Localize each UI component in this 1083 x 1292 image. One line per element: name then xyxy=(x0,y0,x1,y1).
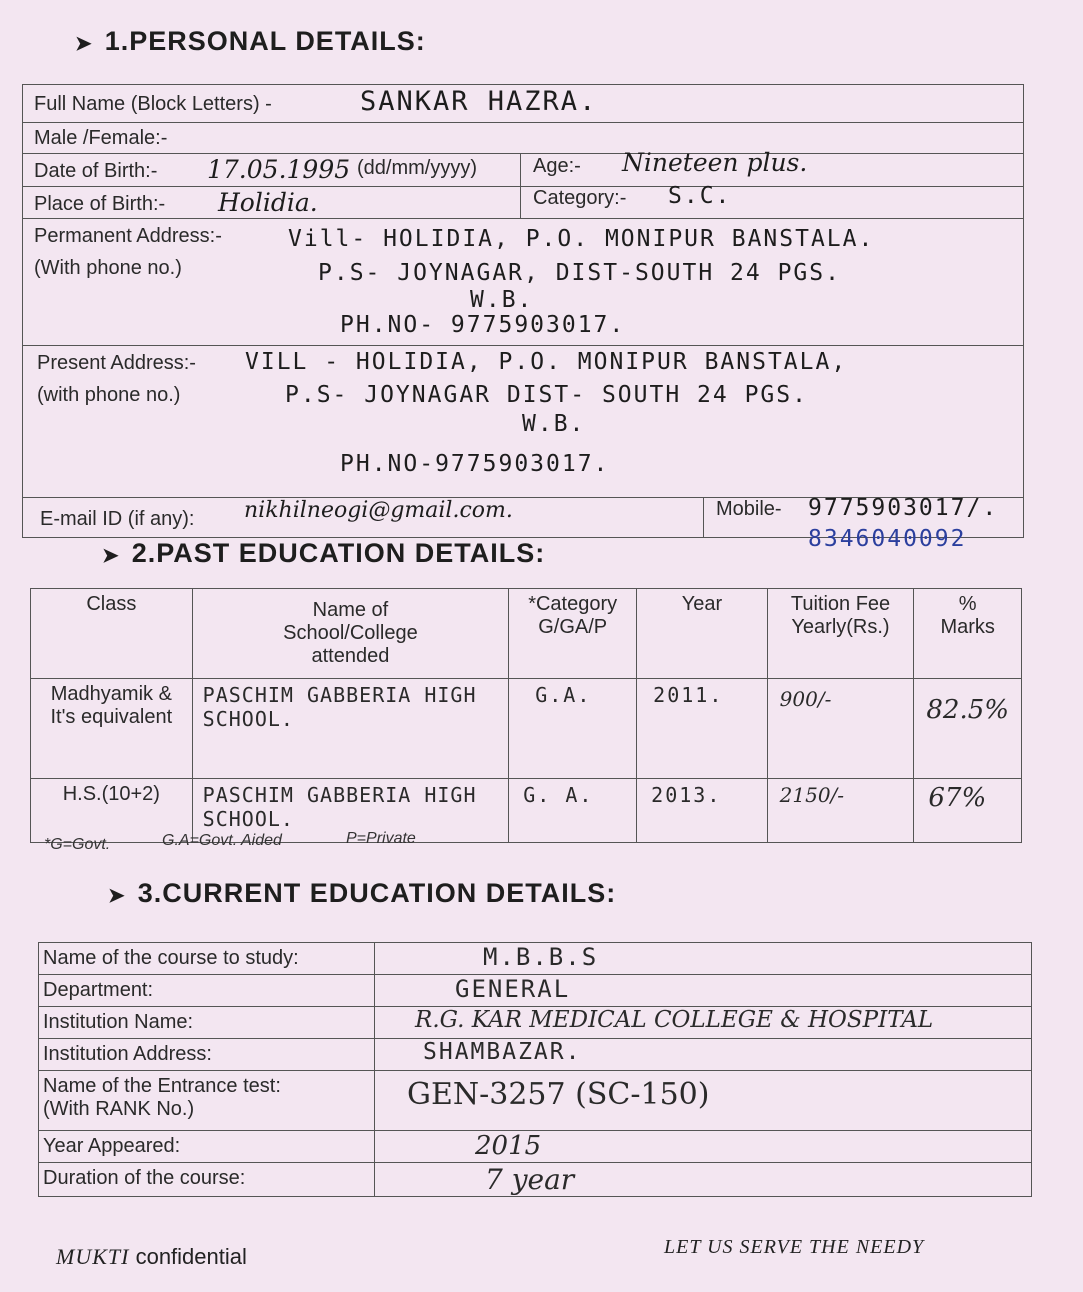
permanent-address-line: P.S- JOYNAGAR, DIST-SOUTH 24 PGS. xyxy=(318,260,841,286)
email-label: E-mail ID (if any): xyxy=(40,508,195,530)
section-personal-title: ➤ 1.PERSONAL DETAILS: xyxy=(75,26,426,56)
header-year: Year xyxy=(637,589,768,679)
institution-address-label: Institution Address: xyxy=(39,1039,375,1071)
cell-class: Madhyamik & It's equivalent xyxy=(31,679,193,779)
cell-year: 2011. xyxy=(637,679,768,779)
arrow-bullet-icon: ➤ xyxy=(75,33,93,55)
age-value: Nineteen plus. xyxy=(622,148,808,177)
entrance-test-label-line: Name of the Entrance test: xyxy=(43,1075,281,1097)
divider xyxy=(22,122,1024,123)
divider xyxy=(22,153,1024,154)
present-phone: PH.NO-9775903017. xyxy=(340,451,610,477)
past-education-table xyxy=(30,588,1022,843)
department-value: GENERAL xyxy=(375,975,1032,1007)
entrance-test-label xyxy=(39,1071,375,1131)
gender-label: Male /Female:- xyxy=(34,127,168,149)
cell-school: PASCHIM GABBERIA HIGH SCHOOL. xyxy=(192,679,509,779)
footer-brand: MUKTI xyxy=(56,1244,130,1269)
permanent-address-line: Vill- HOLIDIA, P.O. MONIPUR BANSTALA. xyxy=(288,226,875,252)
mobile-label: Mobile- xyxy=(716,498,782,520)
duration-value: 7 year xyxy=(375,1163,1032,1197)
present-address-line: W.B. xyxy=(522,411,586,437)
place-of-birth-value: Holidia. xyxy=(218,188,318,217)
divider xyxy=(703,497,704,538)
footer-confidential xyxy=(56,1244,247,1270)
present-address-line: P.S- JOYNAGAR DIST- SOUTH 24 PGS. xyxy=(285,382,808,408)
dob-label: Date of Birth:- xyxy=(34,160,158,182)
permanent-address-label: Permanent Address:- xyxy=(34,225,222,247)
section-past-education-title: ➤ 2.PAST EDUCATION DETAILS: xyxy=(102,538,546,568)
table-row xyxy=(39,1071,1032,1131)
table-row xyxy=(39,1131,1032,1163)
table-row xyxy=(39,1039,1032,1071)
entrance-test-value: GEN-3257 (SC-150) xyxy=(375,1071,1032,1131)
cell-year: 2013. xyxy=(637,779,768,843)
mobile-value: 9775903017/. xyxy=(808,495,999,521)
mobile-alternate: 8346040092 xyxy=(808,526,967,552)
email-value: nikhilneogi@gmail.com. xyxy=(244,498,513,523)
section-current-education-title: ➤ 3.CURRENT EDUCATION DETAILS: xyxy=(108,878,617,908)
header-marks: % Marks xyxy=(914,589,1022,679)
full-name-label: Full Name (Block Letters) - xyxy=(34,93,272,115)
legend-private: P=Private xyxy=(346,830,416,847)
cell-category: G. A. xyxy=(509,779,637,843)
footer-motto: LET US SERVE THE NEEDY xyxy=(664,1236,925,1258)
institution-name-value: R.G. KAR MEDICAL COLLEGE & HOSPITAL xyxy=(375,1007,1032,1039)
entrance-test-label-line: (With RANK No.) xyxy=(43,1098,195,1120)
category-label: Category:- xyxy=(533,187,627,209)
divider xyxy=(520,153,521,218)
permanent-phone: PH.NO- 9775903017. xyxy=(340,312,626,338)
year-appeared-label: Year Appeared: xyxy=(39,1131,375,1163)
present-address-line: VILL - HOLIDIA, P.O. MONIPUR BANSTALA, xyxy=(245,349,848,375)
arrow-bullet-icon: ➤ xyxy=(108,885,126,907)
year-appeared-value: 2015 xyxy=(375,1131,1032,1163)
cell-school: PASCHIM GABBERIA HIGH SCHOOL. xyxy=(192,779,509,843)
permanent-address-sublabel: (With phone no.) xyxy=(34,257,182,279)
category-value: S.C. xyxy=(668,183,732,209)
cell-category: G.A. xyxy=(509,679,637,779)
table-row xyxy=(39,1163,1032,1197)
footer-confidential-text: confidential xyxy=(135,1244,247,1269)
divider xyxy=(22,345,1024,346)
present-address-sublabel: (with phone no.) xyxy=(37,384,181,406)
permanent-address-line: W.B. xyxy=(470,287,534,313)
institution-address-value: SHAMBAZAR. xyxy=(375,1039,1032,1071)
department-label: Department: xyxy=(39,975,375,1007)
header-fee: Tuition Fee Yearly(Rs.) xyxy=(767,589,914,679)
cell-fee: 2150/- xyxy=(767,779,914,843)
cell-fee: 900/- xyxy=(767,679,914,779)
duration-label: Duration of the course: xyxy=(39,1163,375,1197)
current-education-table xyxy=(38,942,1032,1197)
cell-marks: 82.5% xyxy=(914,679,1022,779)
place-of-birth-label: Place of Birth:- xyxy=(34,193,166,215)
divider xyxy=(22,186,1024,187)
present-address-label: Present Address:- xyxy=(37,352,196,374)
course-label: Name of the course to study: xyxy=(39,943,375,975)
arrow-bullet-icon: ➤ xyxy=(102,545,120,567)
course-value: M.B.B.S xyxy=(375,943,1032,975)
dob-format: (dd/mm/yyyy) xyxy=(357,157,477,179)
header-category: *Category G/GA/P xyxy=(509,589,637,679)
dob-value: 17.05.1995 xyxy=(207,155,351,184)
table-row xyxy=(39,975,1032,1007)
divider xyxy=(22,218,1024,219)
legend-govt-aided: G.A=Govt. Aided xyxy=(162,832,282,849)
header-class: Class xyxy=(31,589,193,679)
age-label: Age:- xyxy=(533,155,581,177)
table-header-row xyxy=(31,589,1022,679)
table-row xyxy=(31,679,1022,779)
full-name-value: SANKAR HAZRA. xyxy=(360,86,598,117)
table-row xyxy=(39,1007,1032,1039)
legend-govt: *G=Govt. xyxy=(44,836,111,853)
table-row xyxy=(39,943,1032,975)
header-school: Name of School/College attended xyxy=(192,589,509,679)
institution-name-label: Institution Name: xyxy=(39,1007,375,1039)
cell-class: H.S.(10+2) xyxy=(31,779,193,843)
cell-marks: 67% xyxy=(914,779,1022,843)
